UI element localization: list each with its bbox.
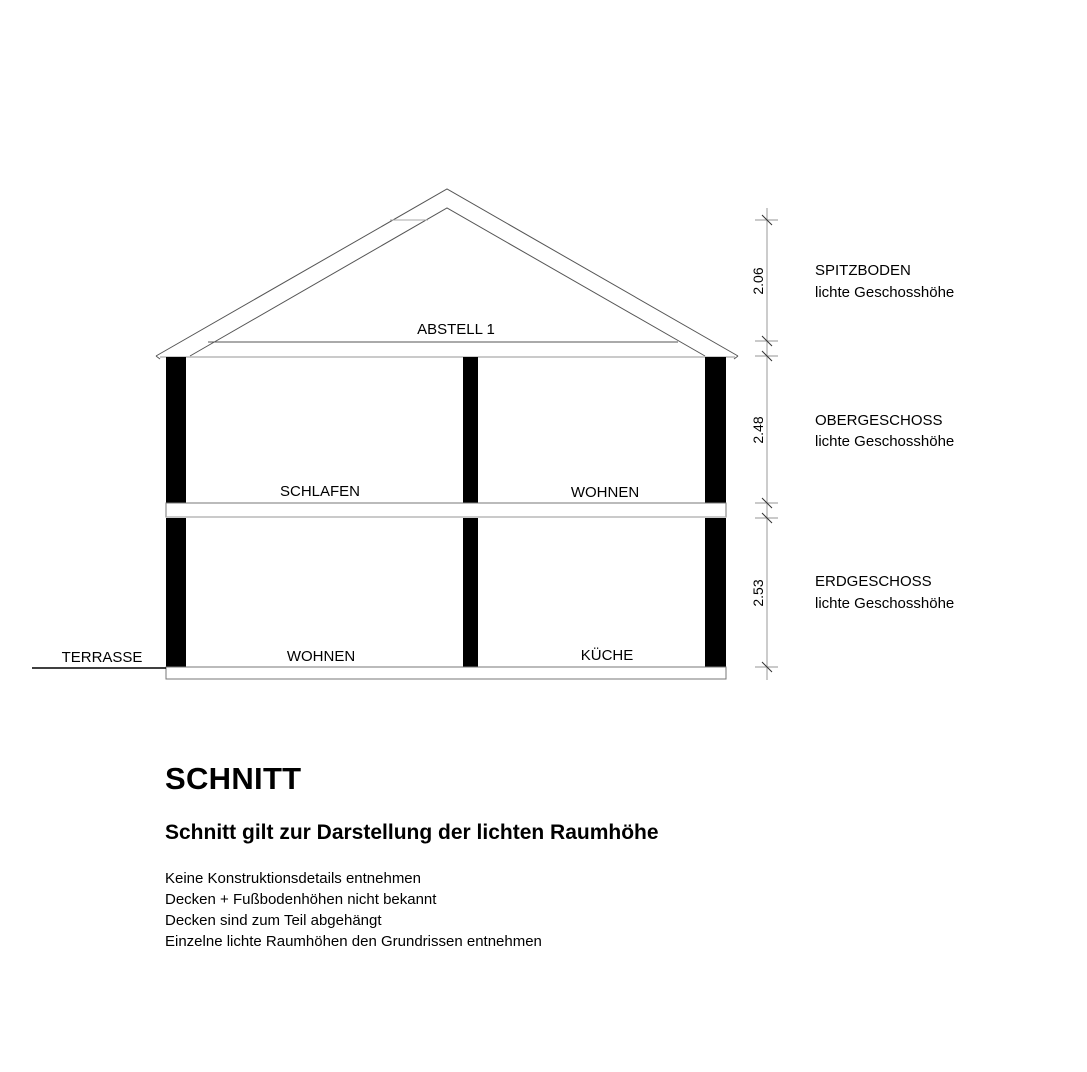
- room-label-upper-right: WOHNEN: [570, 484, 640, 501]
- dimension-value-upper: 2.48: [750, 416, 766, 444]
- intermediate-slab: [166, 503, 726, 517]
- room-label-upper-left: SCHLAFEN: [279, 483, 361, 500]
- room-label-ground-left: WOHNEN: [286, 648, 356, 665]
- note-list: [165, 868, 659, 952]
- walls-ground: [166, 518, 726, 667]
- ground-slab: [166, 667, 726, 679]
- level-caption-attic: lichte Geschosshöhe: [815, 284, 955, 301]
- drawing-subtitle: Schnitt gilt zur Darstellung der lichten Raumhöhe: [165, 821, 659, 844]
- room-label-terrace: TERRASSE: [61, 649, 143, 666]
- level-name-ground: ERDGESCHOSS: [815, 573, 932, 590]
- walls-upper: [166, 357, 726, 503]
- dimension-value-ground: 2.53: [750, 579, 766, 607]
- level-name-attic: SPITZBODEN: [815, 262, 911, 279]
- level-name-upper: OBERGESCHOSS: [815, 412, 943, 429]
- note-item: Einzelne lichte Raumhöhen den Grundrissen entnehmen: [165, 933, 542, 950]
- note-item: Keine Konstruktionsdetails entnehmen: [165, 870, 421, 887]
- level-caption-upper: lichte Geschosshöhe: [815, 433, 955, 450]
- note-item: Decken + Fußbodenhöhen nicht bekannt: [165, 891, 437, 908]
- drawing-title: SCHNITT: [165, 761, 302, 796]
- level-caption-ground: lichte Geschosshöhe: [815, 595, 955, 612]
- note-item: Decken sind zum Teil abgehängt: [165, 912, 382, 929]
- drawing-notes: [165, 760, 659, 952]
- room-label-ground-right: KÜCHE: [580, 647, 634, 664]
- dimension-value-attic: 2.06: [750, 267, 766, 295]
- room-label-attic: ABSTELL 1: [417, 321, 495, 338]
